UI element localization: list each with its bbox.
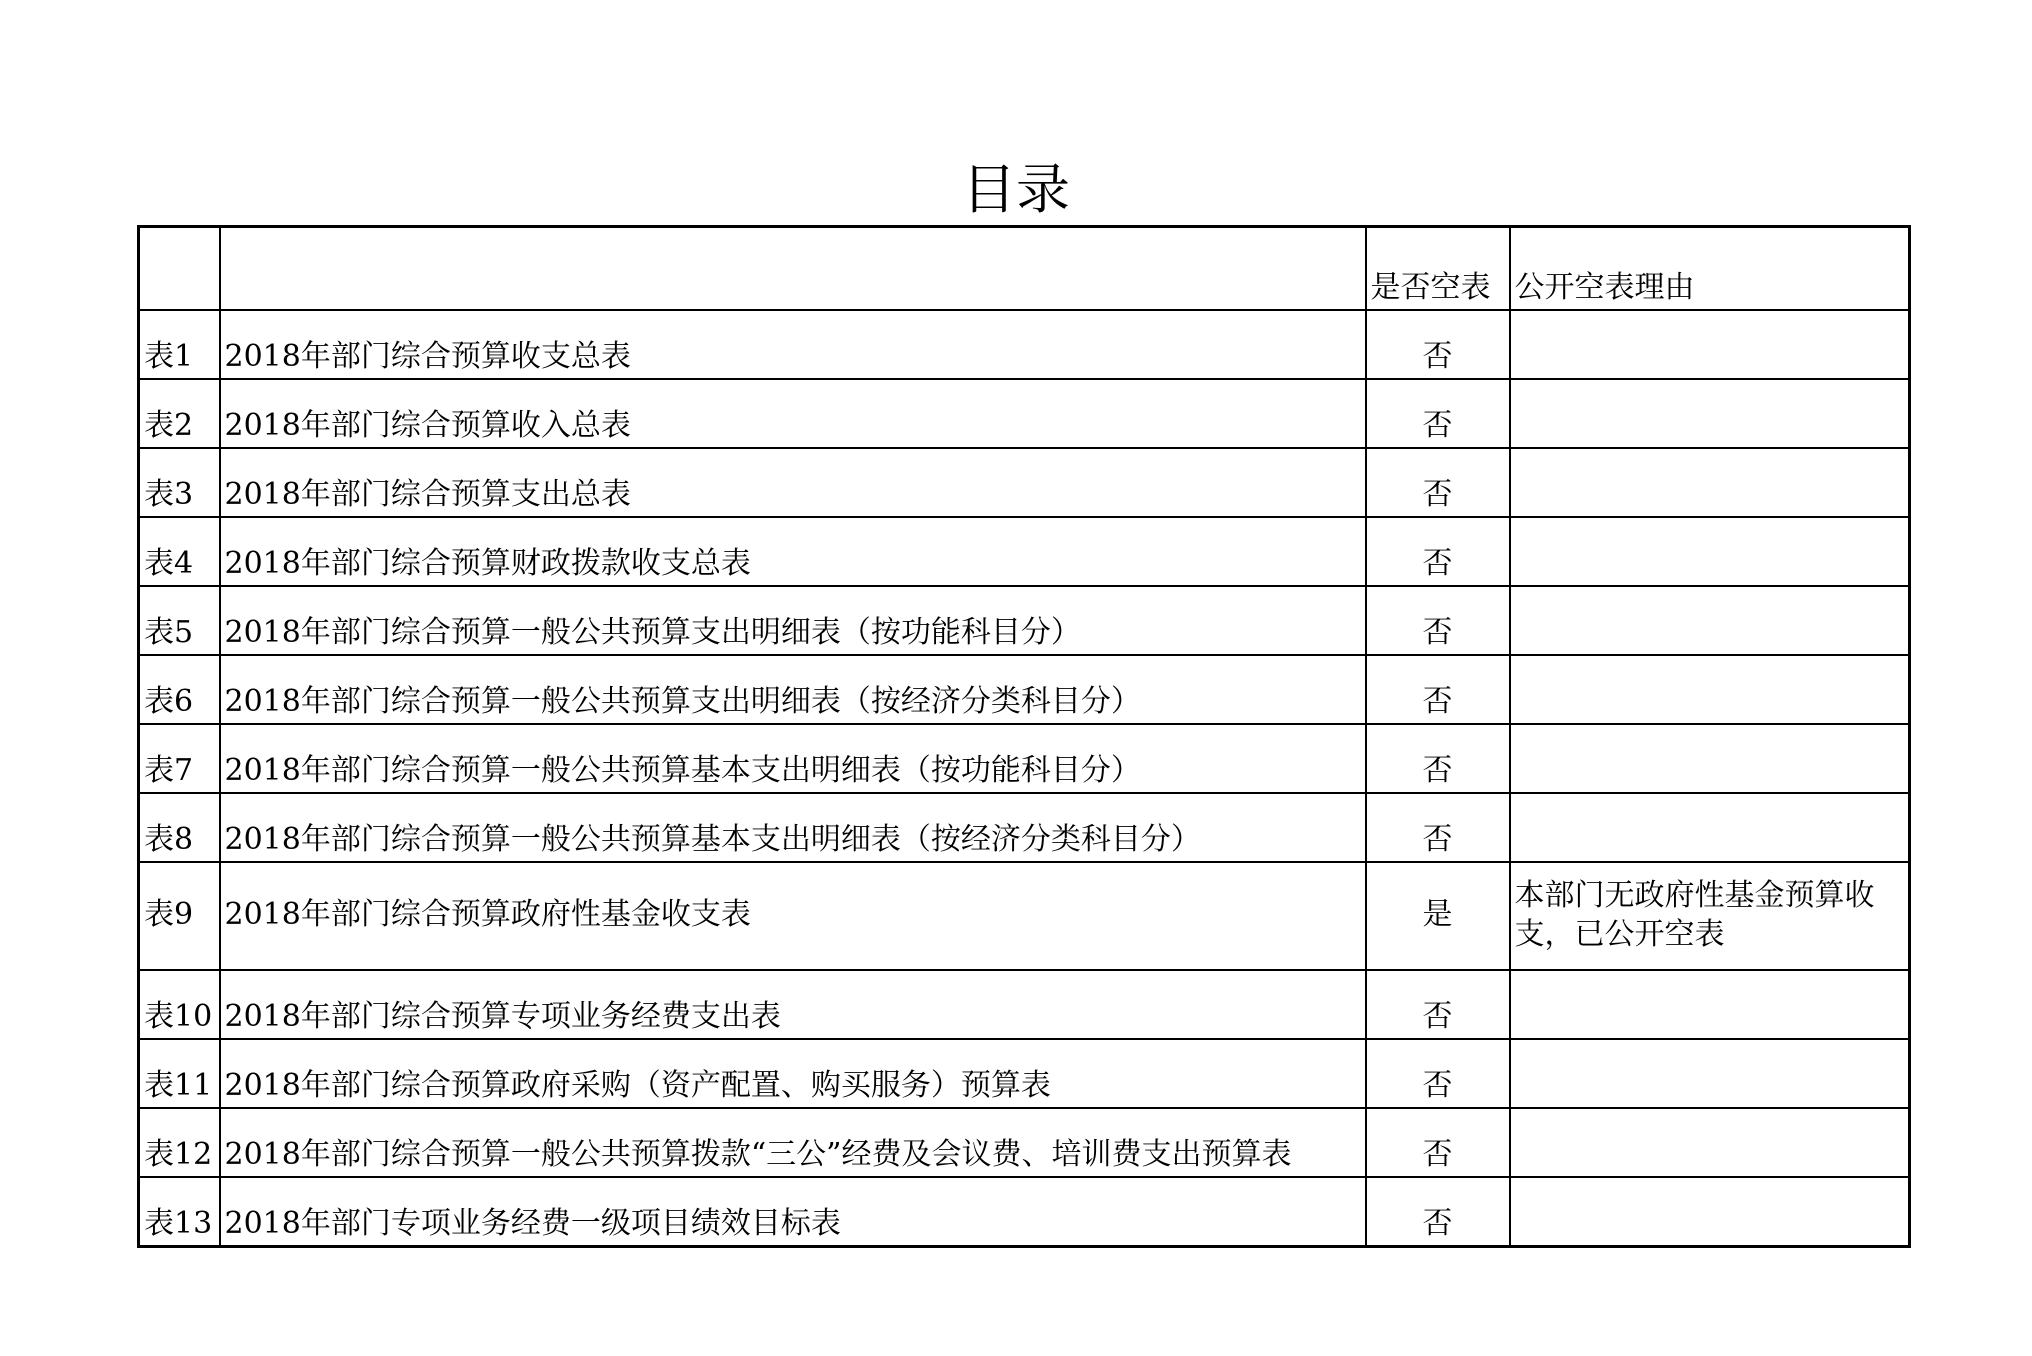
row-is-empty: 否 xyxy=(1366,1177,1510,1247)
row-table-name: 2018年部门综合预算一般公共预算基本支出明细表（按功能科目分） xyxy=(220,724,1366,793)
row-is-empty: 否 xyxy=(1366,310,1510,379)
row-is-empty: 否 xyxy=(1366,448,1510,517)
row-is-empty: 否 xyxy=(1366,970,1510,1039)
header-reason: 公开空表理由 xyxy=(1510,227,1910,311)
row-number: 表12 xyxy=(139,1108,220,1177)
row-is-empty: 否 xyxy=(1366,724,1510,793)
table-row xyxy=(139,1039,1910,1108)
table-row xyxy=(139,379,1910,448)
row-is-empty: 否 xyxy=(1366,655,1510,724)
table-header-row xyxy=(139,227,1910,311)
row-reason xyxy=(1510,1039,1910,1108)
table-row xyxy=(139,310,1910,379)
row-is-empty: 否 xyxy=(1366,1039,1510,1108)
row-reason xyxy=(1510,1177,1910,1247)
header-no xyxy=(139,227,220,311)
table-row xyxy=(139,517,1910,586)
table-row xyxy=(139,970,1910,1039)
row-is-empty: 否 xyxy=(1366,586,1510,655)
row-reason xyxy=(1510,724,1910,793)
header-name xyxy=(220,227,1366,311)
row-reason xyxy=(1510,517,1910,586)
row-table-name: 2018年部门综合预算一般公共预算支出明细表（按功能科目分） xyxy=(220,586,1366,655)
page-title: 目录 xyxy=(962,158,1070,221)
row-table-name: 2018年部门综合预算收支总表 xyxy=(220,310,1366,379)
row-table-name: 2018年部门综合预算财政拨款收支总表 xyxy=(220,517,1366,586)
row-reason xyxy=(1510,1108,1910,1177)
row-is-empty: 否 xyxy=(1366,379,1510,448)
row-is-empty: 否 xyxy=(1366,793,1510,862)
row-number: 表6 xyxy=(139,655,220,724)
row-table-name: 2018年部门综合预算专项业务经费支出表 xyxy=(220,970,1366,1039)
row-table-name: 2018年部门综合预算政府采购（资产配置、购买服务）预算表 xyxy=(220,1039,1366,1108)
header-is-empty: 是否空表 xyxy=(1366,227,1510,311)
row-table-name: 2018年部门综合预算一般公共预算基本支出明细表（按经济分类科目分） xyxy=(220,793,1366,862)
row-number: 表8 xyxy=(139,793,220,862)
table-row xyxy=(139,1108,1910,1177)
row-number: 表7 xyxy=(139,724,220,793)
row-table-name: 2018年部门综合预算政府性基金收支表 xyxy=(220,862,1366,970)
row-reason xyxy=(1510,793,1910,862)
row-is-empty: 是 xyxy=(1366,862,1510,970)
row-reason xyxy=(1510,970,1910,1039)
row-table-name: 2018年部门专项业务经费一级项目绩效目标表 xyxy=(220,1177,1366,1247)
row-number: 表4 xyxy=(139,517,220,586)
row-is-empty: 否 xyxy=(1366,517,1510,586)
row-table-name: 2018年部门综合预算收入总表 xyxy=(220,379,1366,448)
row-number: 表5 xyxy=(139,586,220,655)
row-number: 表9 xyxy=(139,862,220,970)
catalog-table xyxy=(137,225,1911,1248)
row-number: 表10 xyxy=(139,970,220,1039)
row-reason xyxy=(1510,379,1910,448)
row-reason xyxy=(1510,310,1910,379)
row-reason xyxy=(1510,586,1910,655)
row-reason xyxy=(1510,448,1910,517)
table-row xyxy=(139,586,1910,655)
row-table-name: 2018年部门综合预算一般公共预算拨款“三公”经费及会议费、培训费支出预算表 xyxy=(220,1108,1366,1177)
table-row xyxy=(139,862,1910,970)
table-row xyxy=(139,655,1910,724)
table-row xyxy=(139,793,1910,862)
row-number: 表3 xyxy=(139,448,220,517)
row-number: 表13 xyxy=(139,1177,220,1247)
row-number: 表1 xyxy=(139,310,220,379)
row-number: 表2 xyxy=(139,379,220,448)
row-reason: 本部门无政府性基金预算收支，已公开空表 xyxy=(1510,862,1910,970)
table-row xyxy=(139,1177,1910,1247)
row-table-name: 2018年部门综合预算一般公共预算支出明细表（按经济分类科目分） xyxy=(220,655,1366,724)
row-number: 表11 xyxy=(139,1039,220,1108)
row-reason xyxy=(1510,655,1910,724)
row-table-name: 2018年部门综合预算支出总表 xyxy=(220,448,1366,517)
row-is-empty: 否 xyxy=(1366,1108,1510,1177)
table-row xyxy=(139,724,1910,793)
table-row xyxy=(139,448,1910,517)
